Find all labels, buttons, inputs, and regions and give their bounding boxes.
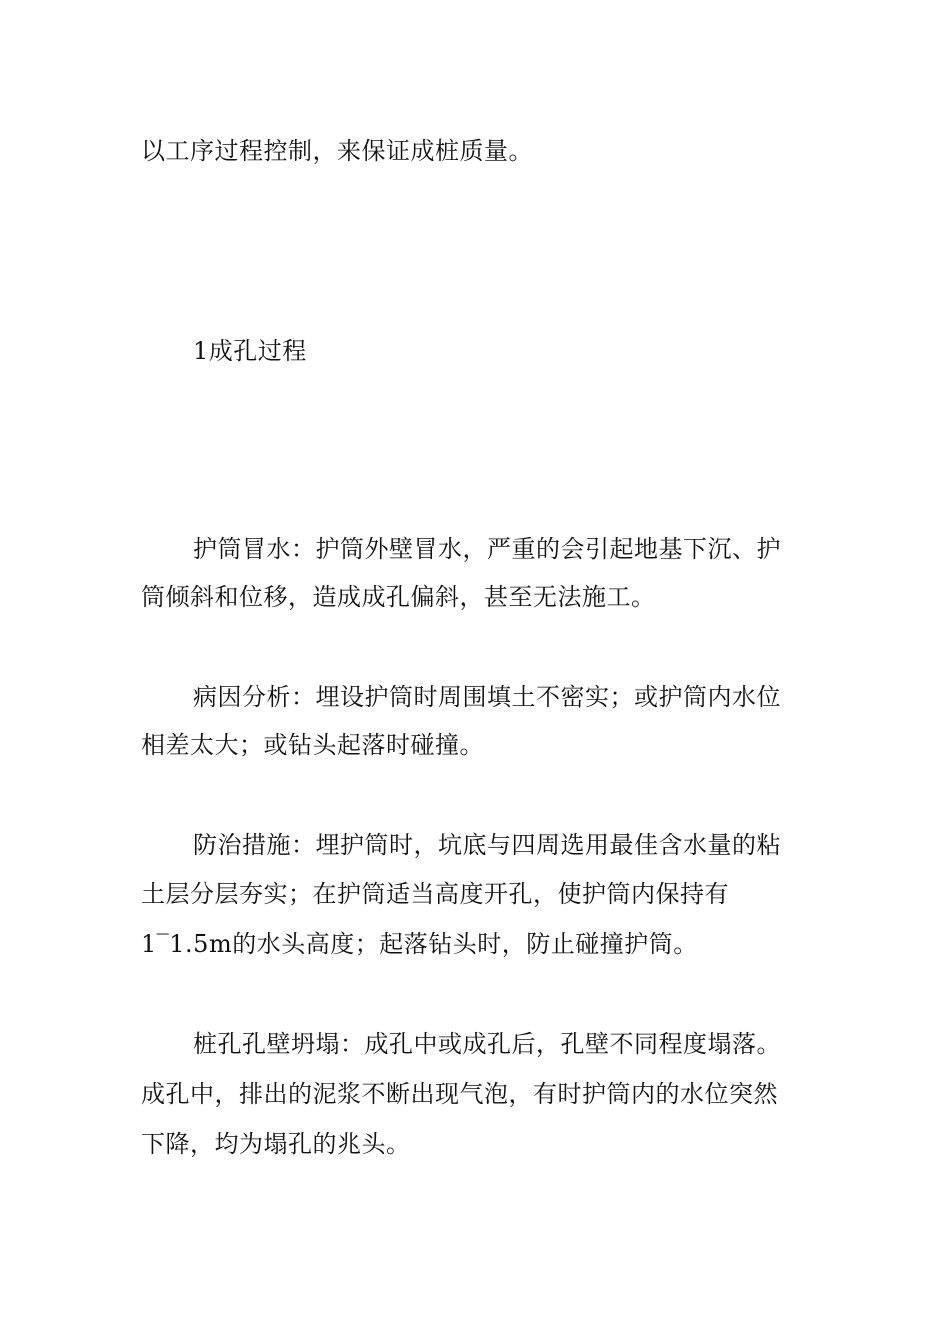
paragraph-line-7: 土层分层夯实；在护筒适当高度开孔，使护筒内保持有 — [141, 880, 729, 908]
paragraph-line-8: 1‾1.5m的水头高度；起落钻头时，防止碰撞护筒。 — [141, 930, 698, 958]
paragraph-line-11: 下降，均为塌孔的兆头。 — [141, 1130, 411, 1158]
paragraph-line-6: 防治措施：埋护筒时，坑底与四周选用最佳含水量的粘 — [193, 831, 781, 859]
section-heading: 1成孔过程 — [193, 337, 307, 365]
paragraph-line-3: 筒倾斜和位移，造成成孔偏斜，甚至无法施工。 — [141, 583, 656, 611]
paragraph-line-2: 护筒冒水：护筒外壁冒水，严重的会引起地基下沉、护 — [193, 535, 781, 563]
paragraph-line-10: 成孔中，排出的泥浆不断出现气泡，有时护筒内的水位突然 — [141, 1080, 778, 1108]
paragraph-line-4: 病因分析：埋设护筒时周围填土不密实；或护筒内水位 — [193, 683, 781, 711]
paragraph-line-1: 以工序过程控制，来保证成桩质量。 — [141, 137, 533, 165]
paragraph-line-9: 桩孔孔壁坍塌：成孔中或成孔后，孔壁不同程度塌落。 — [193, 1030, 781, 1058]
paragraph-line-5: 相差太大；或钻头起落时碰撞。 — [141, 731, 484, 759]
